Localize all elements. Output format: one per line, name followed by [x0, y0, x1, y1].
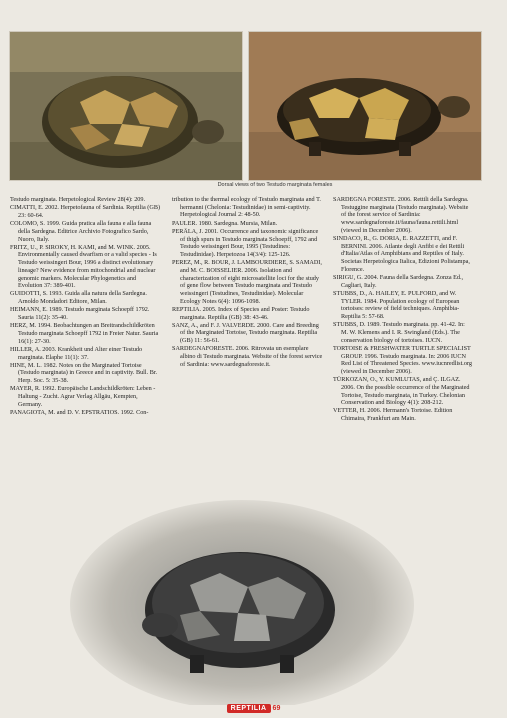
- reference-entry: STUBBS, D., A. HAILEY, E. PULFORD, and W. TYLER. 1984. Population ecology of European tortoises: review of field techniques. Amphibia-Reptilia 5: 57-68.: [333, 289, 460, 321]
- reference-entry: SINDACO, R., G. DORIA, E. RAZZETTI, and F. BERNINI. 2006. Atlante degli Anfibi e dei Rettili d'Italia/Atlas of Amphibians and Reptiles of Italy. Societas Herpetologica Italica, Edizioni Polistampa, Florence.: [333, 235, 470, 273]
- reference-column-1: [10, 196, 160, 417]
- reference-entry: STUBBS, D. 1989. Testudo marginata. pp. 41-42. In: M. W. Klemens and I. R. Swingland (Eds.). The conservation biology of tortoises. IUCN.: [333, 321, 465, 344]
- reference-entry: MAYER, R. 1992. Europäische Landschildkröten: Leben - Haltung - Zucht. Agrar Verlag Allgäu, Kempten, Germany.: [10, 385, 156, 408]
- photo-tortoise-bw: [70, 495, 415, 705]
- reference-entry: TORTOISE & FRESHWATER TURTLE SPECIALIST GROUP. 1996. Testudo marginata. In: 2006 IUCN Red List of Threatened Species. www.iucnredlist.org (viewed in December 2006).: [333, 344, 472, 375]
- reference-entry: HEIMANN, E. 1989. Testudo marginata Schoepff 1792. Sauria 11(2): 35-40.: [10, 306, 150, 322]
- reference-entry: Testudo marginata. Herpetological Review 28(4): 209.: [10, 196, 146, 203]
- reference-entry: HINE, M. L. 1982. Notes on the Marginated Tortoise (Testudo marginata) in Greece and in captivity. Bull. Br. Herp. Soc. 5: 35-38.: [10, 361, 158, 385]
- reference-entry: PERÄLA, J. 2001. Occurrence and taxonomic significance of thigh spurs in Testudo marginata Schoepff, 1792 and Testudo weissingeri Bour, 1995 (Testudines: Testudinidae). Herpetozoa 14(3/4): 125-126.: [172, 227, 319, 258]
- reference-entry: VETTER, H. 2006. Hermann's Tortoise. Edition Chimaira, Frankfurt am Main.: [333, 407, 453, 423]
- reference-entry: PANAGIOTA, M. and D. V. EPSTRATIOS. 1992. Con-: [10, 408, 149, 416]
- page-number: 69: [272, 705, 281, 712]
- reference-entry: COLOMO, S. 1999. Guida pratica alla fauna e alla fauna della Sardegna. Editrice Archivio Fotografico Sardo, Nuoro, Italy.: [10, 220, 152, 243]
- reference-entry: PAULER. 1980. Sardegna. Mursia, Milan.: [172, 219, 278, 227]
- reference-entry: SARDEGNAFORESTE. 2006. Ritrovata un esemplare albino di Testudo marginata. Website of the forest service of Sardinia: www.sardegnaforeste.it.: [172, 345, 323, 368]
- reference-entry: SIRIGU, G. 2004. Fauna della Sardegna. Zonza Ed., Cagliari, Italy.: [333, 274, 464, 289]
- reference-column-3: [333, 196, 473, 423]
- reference-entry: TÜRKOZAN, O., Y. KUMLUTAS, and Ç. ILGAZ. 2006. On the possible occurrence of the Marginated Tortoise, Testudo marginata, in Turkey. Chelonian Conservation and Biology 4(1): 208-212.: [333, 376, 470, 407]
- reference-entry: SANZ, A., and F. J. VALVERDE. 2000. Care and Breeding of the Marginated Tortoise, Testudo marginata. Reptilia (GB) 11: 56-61.: [172, 321, 319, 345]
- reference-entry: FRITZ, U., P. SIROKY, H. KAMI, and M. WINK. 2005. Environmentally caused dwarfism or a valid species - Is Testudo weissingeri Bour, 1996 a distinct evolutionary lineage? New evidence from mitochondrial and nuclear genomic markers. Molecular Phylogenetics and Evolution 37: 389-401.: [10, 243, 157, 290]
- reference-entry: PEREZ, M., R. BOUR, J. LAMBOURDIERE, S. SAMADI, and M. C. BOISSELIER. 2006. Isolation and characterization of eight microsatellite loci for the study of gene flow between Testudo marginata and Testudo weissingeri (Testudines, Testudinidae). Molecular Ecology Notes 6(4): 1096-1098.: [172, 259, 322, 305]
- reference-entry: GUIDOTTI, S. 1993. Guida alla natura della Sardegna. Arnoldo Mondadori Editore, Milan.: [10, 290, 147, 306]
- photo-tortoise-sand: [248, 31, 482, 181]
- reference-entry: tribution to the thermal ecology of Testudo marginata and T. hermanni (Chelonia: Testudinidae) in semi-captivity. Herpetological Journal 2: 48-50.: [172, 196, 321, 219]
- photo-tortoise-grass: [9, 31, 243, 181]
- reference-entry: REPTILIA. 2005. Index of Species and Poster: Testudo marginata. Reptilia (GB) 38: 43-46.: [172, 305, 310, 321]
- magazine-logo: REPTILIA: [227, 704, 271, 713]
- reference-entry: HERZ, M. 1994. Beobachtungen an Breitrandschildkröten Testudo marginata Schoepff 1792 in Freier Natur. Sauria 16(1): 27-30.: [10, 322, 159, 345]
- page-footer: [0, 705, 507, 712]
- reference-column-2: [172, 196, 324, 369]
- reference-entry: HILLER, A. 2003. Krankheit und Alter einer Testudo marginata. Elaphe 11(1): 37.: [10, 345, 143, 361]
- reference-entry: CIMATTI, E. 2002. Herpetofauna of Sardinia. Reptilia (GB) 23: 60-64.: [10, 204, 161, 219]
- reference-entry: SARDEGNA FORESTE. 2006. Rettili della Sardegna. Testuggine marginata (Testudo marginata). Website of the forest service of Sardinia: www.sardegnaforeste.it/fauna/fauna.rettili.html (viewed in December 2006).: [333, 196, 469, 234]
- photo-caption: Dorsal views of two Testudo marginata females: [217, 182, 333, 188]
